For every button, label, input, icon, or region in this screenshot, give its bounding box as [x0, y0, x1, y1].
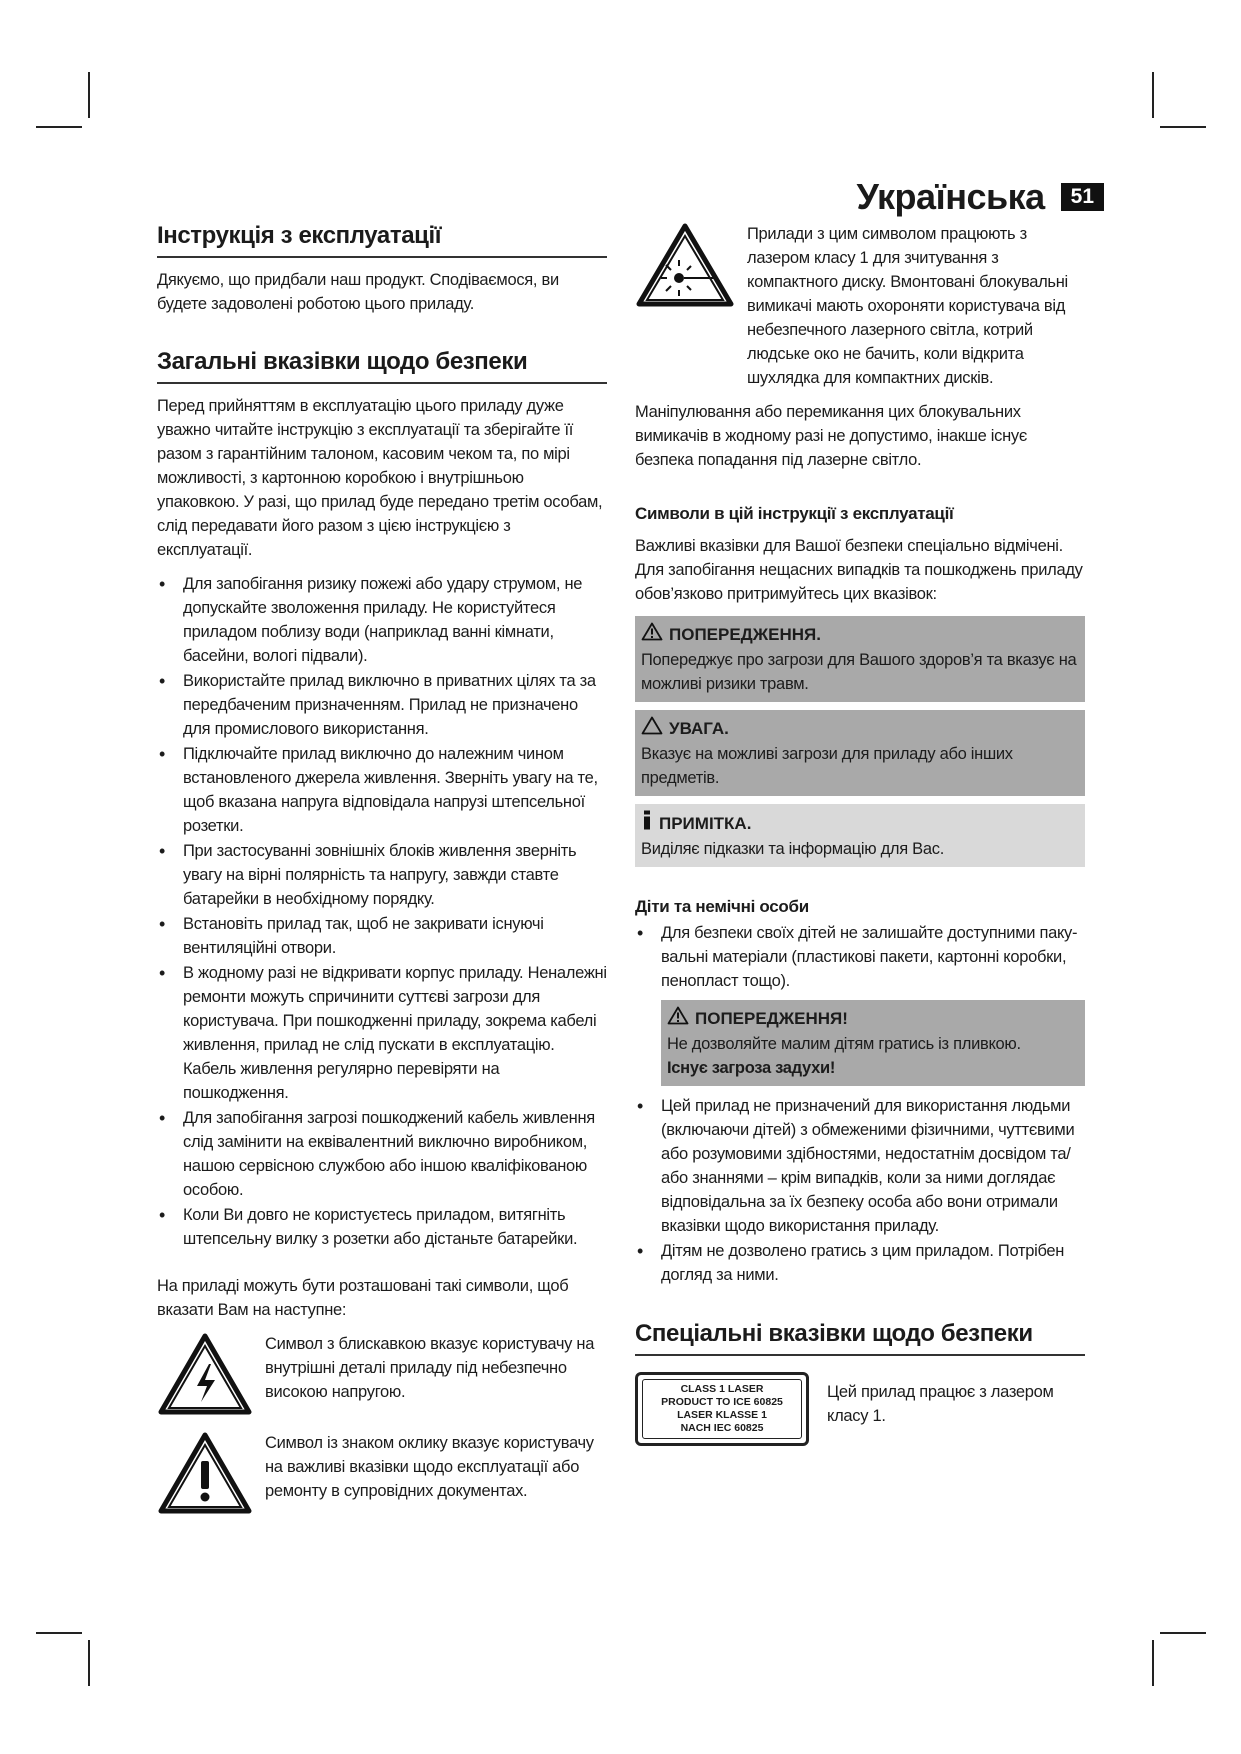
children-warning-bold: Існує загроза задухи!: [667, 1059, 836, 1077]
crop-mark: [1152, 1640, 1154, 1686]
laser-class-row: [635, 1372, 1085, 1446]
caution-title: УВАГА.: [669, 719, 729, 738]
children-warning-text: Не дозволяйте малим дітям гратись із пливкою.: [667, 1035, 1021, 1053]
warning-title: ПОПЕРЕДЖЕННЯ.: [669, 625, 821, 644]
laser-class-text: Цей прилад працює з лазером класу 1.: [827, 1383, 1054, 1425]
list-item: • Для безпеки своїх дітей не залишайте доступними паку-вальні матеріали (пластикові пакети, картонні коробки, пенопласт тощо).: [635, 921, 1085, 993]
right-column: [635, 222, 1085, 1446]
section-title-special: Спеціальні вказівки щодо безпеки: [635, 1320, 1085, 1356]
section-title-symbols: Символи в цій інструкції з експлуатації: [635, 504, 954, 523]
laser-label-line: NACH IEC 60825: [680, 1422, 764, 1434]
list-item: • Цей прилад не призначений для використання людьми (включаючи дітей) з обмеженими фізичними, чуттєвими або розумовими здібностями, недостатнім досвідом та/або знаннями – крім випадків, коли за ними доглядає відповідальна за їх безпеку особа або вони отримали вказівки щодо використання приладу.: [635, 1094, 1085, 1238]
list-item: • Для запобігання ризику пожежі або удару струмом, не допускайте зволоження приладу. Не користуйтеся приладом поблизу води (наприклад ванні кімнати, басейни, вологі підвали).: [157, 572, 607, 668]
list-item: • При застосуванні зовнішніх блоків живлення зверніть увагу на вірні полярність та напругу, завжди ставте батарейки в необхідному порядку.: [157, 839, 607, 911]
crop-mark: [88, 72, 90, 118]
safety-intro-text: Перед прийняттям в експлуатацію цього приладу дуже уважно читайте інструкцію з експлуатації та зберігайте її разом з гарантійним талоном, касовим чеком та, по мірі можливості, з картонною коробкою і внутрішньою упаковкою. У разі, що прилад буде передано третім особам, слід передавати його разом з цією інструкцією з експлуатації.: [157, 397, 603, 559]
caution-text: Вказує на можливі загрози для приладу або інших предметів.: [641, 745, 1013, 787]
laser-label-line: LASER KLASSE 1: [677, 1409, 767, 1421]
warning-triangle-icon: [667, 1006, 689, 1032]
children-bullet-list: [635, 921, 1085, 993]
list-item: • Встановіть прилад так, щоб не закривати існуючі вентиляційні отвори.: [157, 912, 607, 960]
list-item: • Підключайте прилад виключно до належним чином встановленого джерела живлення. Зверніть увагу на те, щоб вказана напруга відповідала напрузі штепсельної розетки.: [157, 742, 607, 838]
symbol-exclamation-text: Символ із знаком оклику вказує користувачу на важливі вказівки щодо експлуатації або ремонту в супровідних документах.: [265, 1434, 594, 1500]
symbols-text: Важливі вказівки для Вашої безпеки спеціально відмічені. Для запобігання нещасних випадків та пошкоджень приладу обов’язково притримуйтесь цих вказівок:: [635, 537, 1083, 603]
crop-mark: [1152, 72, 1154, 118]
note-box: [635, 804, 1085, 867]
warning-triangle-icon: [641, 622, 663, 648]
list-item: • Дітям не дозволено гратись з цим приладом. Потрібен догляд за ними.: [635, 1239, 1085, 1287]
list-item: • Використайте прилад виключно в приватних цілях та за передбаченим призначенням. Прилад не призначено для промислового використання.: [157, 669, 607, 741]
intro-text: Дякуємо, що придбали наш продукт. Сподіваємося, ви будете задоволені роботою цього приладу.: [157, 271, 559, 313]
page-header: [857, 176, 1104, 218]
laser-symbol-row: [635, 222, 1085, 390]
list-item: • Коли Ви довго не користуєтесь приладом, витягніть штепсельну вилку з розетки або дістаньте батарейки.: [157, 1203, 607, 1251]
info-icon: [641, 810, 653, 837]
laser-label-line: CLASS 1 LASER: [680, 1383, 764, 1395]
crop-mark: [36, 126, 82, 128]
laser-warning-icon: [635, 222, 747, 313]
laser-symbol-text: Прилади з цим символом працюють з лазером класу 1 для зчитування з компактного диску. Вмонтовані блокувальні вимикачі мають охороняти користувача від небезпечного лазерного світла, котрий людське око не бачить, коли відкрита шухлядка для компактних дисків.: [747, 225, 1068, 387]
note-title: ПРИМІТКА.: [659, 813, 752, 833]
symbol-lightning-text: Символ з блискавкою вказує користувачу на внутрішні деталі приладу під небезпечно високою напругою.: [265, 1335, 595, 1401]
crop-mark: [36, 1632, 82, 1634]
note-text: Виділяє підказки та інформацію для Вас.: [641, 840, 944, 858]
header-language: Українська: [856, 176, 1045, 217]
section-title-safety: Загальні вказівки щодо безпеки: [157, 348, 607, 384]
children-bullet-list-2: [635, 1094, 1085, 1287]
section-title-children: Діти та немічні особи: [635, 897, 809, 916]
exclamation-warning-icon: [157, 1431, 265, 1520]
warning-box: [635, 616, 1085, 702]
list-item: • Для запобігання загрозі пошкоджений кабель живлення слід замінити на еквівалентний виключно виробником, нашою сервісною службою або іншою кваліфікованою особою.: [157, 1106, 607, 1202]
children-warning-title: ПОПЕРЕДЖЕННЯ!: [695, 1009, 848, 1028]
list-item: • В жодному разі не відкривати корпус приладу. Неналежні ремонти можуть спричинити суттєві загрози для користувача. При пошкодженні приладу, зокрема кабелі живлення, прилад не слід пускати в експлуатацію. Кабель живлення регулярно перевіряти на пошкодження.: [157, 961, 607, 1105]
children-warning-box: [661, 1000, 1085, 1086]
symbol-exclamation-row: [157, 1431, 607, 1520]
laser-manipulation-text: Маніпулювання або перемикання цих блокувальних вимикачів в жодному разі не допустимо, інакше існує безпека попадання під лазерне світло.: [635, 403, 1027, 469]
caution-box: [635, 710, 1085, 796]
warning-text: Попереджує про загрози для Вашого здоров’я та вказує на можливі ризики травм.: [641, 651, 1077, 693]
crop-mark: [1160, 1632, 1206, 1634]
laser-label-line: PRODUCT TO ICE 60825: [661, 1396, 783, 1408]
crop-mark: [88, 1640, 90, 1686]
symbol-lightning-row: [157, 1332, 607, 1421]
section-title-instructions: Інструкція з експлуатації: [157, 222, 607, 258]
left-column: [157, 222, 607, 1520]
caution-triangle-icon: [641, 716, 663, 742]
safety-bullet-list: [157, 572, 607, 1251]
page-number: 51: [1061, 183, 1104, 211]
lightning-warning-icon: [157, 1332, 265, 1421]
symbols-intro-text: На приладі можуть бути розташовані такі символи, щоб вказати Вам на наступне:: [157, 1277, 569, 1319]
crop-mark: [1160, 126, 1206, 128]
laser-class-label: [635, 1372, 809, 1446]
